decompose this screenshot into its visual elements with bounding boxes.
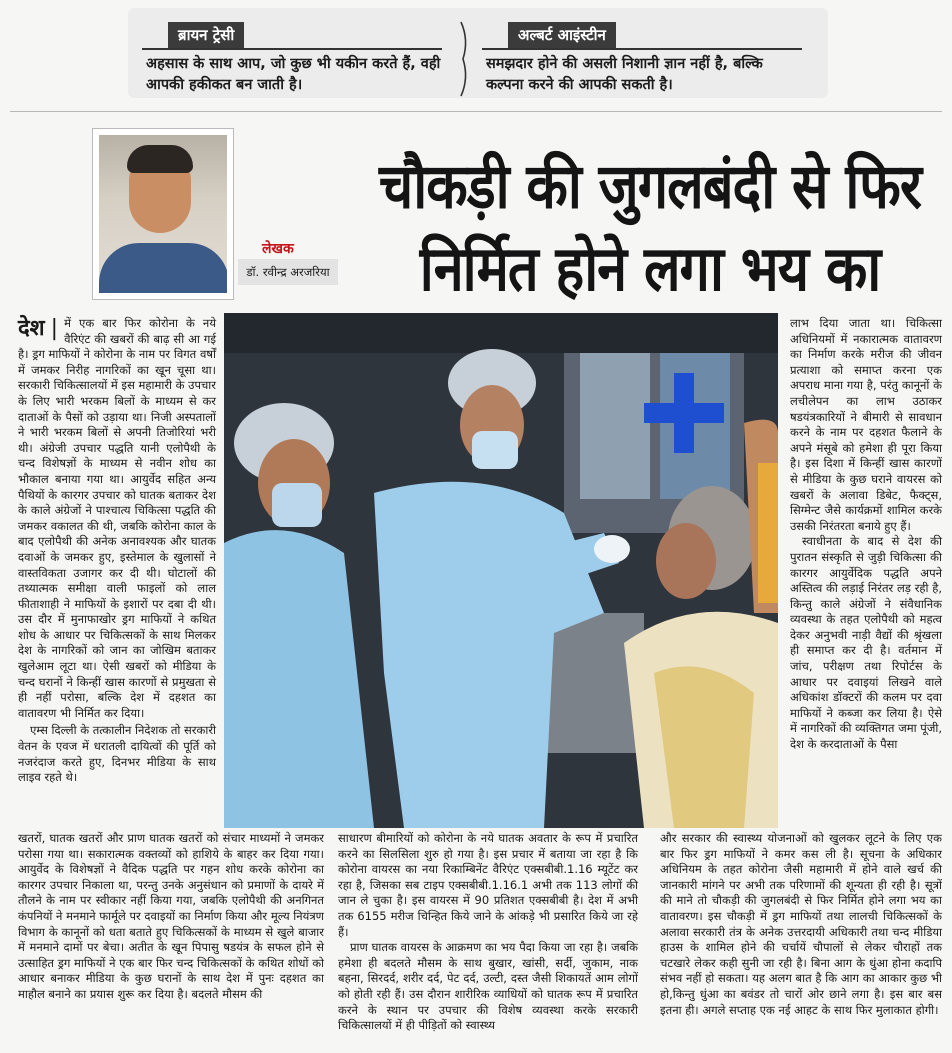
quote-author: ब्रायन ट्रेसी bbox=[168, 22, 244, 48]
quote-rule bbox=[482, 48, 802, 50]
column-bottom-middle bbox=[338, 831, 638, 1034]
byline-name: डॉ. रवीन्द्र अरजरिया bbox=[238, 259, 338, 285]
dateline: देश bbox=[18, 316, 45, 341]
quote-text: अहसास के साथ आप, जो कुछ भी यकीन करते हैं, वही आपकी हकीकत बन जाती है। bbox=[146, 56, 441, 93]
column-bottom-left bbox=[18, 831, 324, 1003]
dateline-bar: | bbox=[50, 316, 59, 341]
headline-line-2: निर्मित होने लगा भय का bbox=[419, 232, 881, 306]
quote-left bbox=[142, 22, 442, 96]
section-divider bbox=[10, 111, 942, 112]
article-paragraph: स्वाधीनता के बाद से देश की पुरातन संस्कृति से जुड़ी चिकित्सा की कारगर आयुर्वेदिक पद्धति अपने अस्तित्व की लड़ाई निरंतर लड़ रही है, किन्तु काले अंग्रेजों ने संवैधानिक व्यवस्था के तहत एलोपैथी को महत्व देकर अनुभवी नाड़ी वैद्यों की श्रृंखला ही समाप्त कर दी है। वर्तमान में जांच, परीक्षण तथा रिपोर्टस के आधार पर दवाइयां लिखने वाले अधिकांश डॉक्टरों की कलम पर दवा माफियों ने कब्जा कर लिया है। ऐसे में नागरिकों की व्यक्तिगत जमा पूंजी, देश के करदाताओं के पैसा bbox=[790, 534, 942, 752]
article-photo bbox=[224, 313, 778, 828]
quote-text: समझदार होने की असली निशानी ज्ञान नहीं है, बल्कि कल्पना करने की आपकी सकती है। bbox=[486, 56, 763, 93]
article-paragraph: में एक बार फिर कोरोना के नये वैरिएंट की खबरों की बाढ़ सी आ गई है। ड्रग माफियों ने कोरोना के नाम पर विगत वर्षों में जमकर निरीह नागरिकों का खून चूसा था। सरकारी चिकित्सालयों में इस महामारी के उपचार के लिए भारी भरकम बिलों के माध्यम से कर दाताओं के पैसों को उड़ाया था। निजी अस्पतालों ने भारी भरकम बिलों से अपनी तिजोरियां भरी थी। अंग्रेजी उपचार पद्धति यानी एलोपैथी के चन्द विशेषज्ञों के माध्यम से नवीन शोध का भौकाल बनाया गया था। आयुर्वेद सहित अन्य पैथियों के कारगर उपचार को घातक बताकर देश के काले अंग्रेजों ने पाश्चात्य चिकित्सा पद्धति की जमकर वकालत की थी, जबकि कोरोना काल के बाद एलोपैथी की अनेक अनावश्यक और घातक दवाओं के जमकर हुए, इस्तेमाल के खुलासों ने वास्तविकता उजागर कर दी थी। घोटालों की तथ्यात्मक समीक्षा वाली फाइलों को लाल फीताशाही ने माफियों के इशारों पर दबा दी थी। उस दौर में मुनाफाखोर ड्रग माफियों ने कथित शोध के आधार पर चिकित्सकों के साथ मिलकर देश के नागरिकों को जान का जोखिम बताकर खुलेआम लूटा था। ऐसी खबरों को मीडिया के चन्द घरानों ने किन्हीं खास कारणों से प्रमुखता से ही नहीं परोसा, बल्कि देश में दहशत का वातावरण भी निर्मित कर दिया। bbox=[18, 316, 216, 720]
quote-author: अल्बर्ट आइंस्टीन bbox=[508, 22, 616, 48]
quote-separator bbox=[458, 20, 472, 98]
quote-rule bbox=[142, 48, 442, 50]
article-paragraph: प्राण घातक वायरस के आक्रमण का भय पैदा किया जा रहा है। जबकि हमेशा ही बदलते मौसम के साथ बुखार, खांसी, सर्दी, जुकाम, नाक बहना, सिरदर्द, शरीर दर्द, पेट दर्द, उल्टी, दस्त जैसी शिकायतें आम लोगों को होती रही हैं। उस दौरान शारीरिक व्याधियों को घातक रूप में प्रचारित करने के स्थान पर उपचार की विशेष व्यवस्था करके सरकारी चिकित्सालयों में ही पीड़ितों को स्वास्थ्य bbox=[338, 940, 638, 1033]
column-right bbox=[790, 316, 942, 753]
headline-line-1: चौकड़ी की जुगलबंदी से फिर bbox=[378, 149, 922, 223]
column-bottom-right bbox=[660, 831, 942, 1018]
article-paragraph: खतरों, घातक खतरों और प्राण घातक खतरों को संचार माध्यमों ने जमकर परोसा गया था। सकारात्मक वक्तव्यों को हाशिये के बाहर कर दिया गया। आयुर्वेद के विशेषज्ञों ने वैदिक पद्धति पर गहन शोध करके कोरोना का कारगर उपचार निकाला था, परन्तु उनके अनुसंधान को प्रमाणों के दायरे में तौलने के नाम पर स्वीकार नहीं किया गया, जबकि एलोपैथी की अनगिनत कंपनियों ने मनमाने फार्मूले पर दवाइयों का निर्माण किया और मूल्य नियंत्रण विभाग के कानूनों को धता बताते हुए चिकित्सकों के माध्यम से खुले बाजार में मनमाने दामों पर बेचा। अतीत के खून पिपासु षडयंत्र के सफल होने से उत्साहित ड्रग माफियों ने एक बार फिर चन्द चिकित्सकों के कथित शोधों को आधार बनाकर मीडिया के कुछ घरानों के साथ देश में पुनः दहशत का माहौल बनाने का प्रयास शुरू कर दिया है। बदलते मौसम की bbox=[18, 831, 324, 1001]
column-left bbox=[18, 316, 216, 786]
byline-label: लेखक bbox=[262, 241, 294, 257]
author-photo bbox=[92, 128, 234, 300]
quote-right bbox=[482, 22, 802, 96]
article-paragraph: साधारण बीमारियों को कोरोना के नये घातक अवतार के रूप में प्रचारित करने का सिलसिला शुरु हो गया है। इस प्रचार में बताया जा रहा है कि कोरोना वायरस का नया रिकाम्बिनेंट वैरिएंट एक्सबीबी.1.16 म्यूटेंट कर रहा है, जिसका सब टाइप एक्सबीबी.1.16.1 अभी तक 113 लोगों की जान ले चुका है। इस वायरस में 90 प्रतिशत एक्सबीबी है। देश में अभी तक 6155 मरीज चिन्हित किये जाने के आंकड़े भी प्रसारित किये जा रहे हैं। bbox=[338, 831, 638, 939]
article-paragraph: लाभ दिया जाता था। चिकित्सा अधिनियमों में नकारात्मक वातावरण का निर्माण करके मरीज की जीवन प्रत्याशा को समाप्त करना एक अपराध माना गया है, परंतु कानूनों के लचीलेपन का लाभ उठाकर षडयंत्रकारियों ने बीमारी से सावधान करने के नाम पर दहशत फैलाने के अपने मंसूबे को हमेशा ही पूरा किया है। इस दिशा में किन्हीं खास कारणों से मीडिया के कुछ घराने वायरस को खबरों के अलावा डिबेट, फैक्ट्स, सिग्मेन्ट जैसे कार्यक्रमों शामिल करके उसकी निरंतरता बनाये हुए हैं। bbox=[790, 316, 942, 533]
article-paragraph: एम्स दिल्ली के तत्कालीन निदेशक तो सरकारी वेतन के एवज में धरातली दायित्वों की पूर्ति को नजरंदाज करते हुए, दिनभर मीडिया के साथ लाइव रहते थे। bbox=[18, 723, 216, 785]
article-paragraph: और सरकार की स्वास्थ्य योजनाओं को खुलकर लूटने के लिए एक बार फिर ड्रग माफियों ने कमर कस ली है। सूचना के अधिकार अधिनियम के तहत कोरोना जैसी महामारी में होने वाले खर्च की जानकारी मांगने पर अभी तक परिणामों की शून्यता ही रही है। सूत्रों की माने तो चौकड़ी की जुगलबंदी से फिर निर्मित होने लगा भय का वातावरण। इस चौकड़ी में ड्रग माफियों तथा लालची चिकित्सकों के अलावा सरकारी तंत्र के अनेक उत्तरदायी अधिकारी तथा चन्द मीडिया हाउस के शामिल होने की चर्चायें चौपालों से लेकर चौराहों तक चटखारे लेकर कही सुनी जा रही है। बिना आग के धुंआ होना कदापि संभव नहीं हो सकता। यह अलग बात है कि आग का आकार कुछ भी हो,किन्तु धुंआ का बवंडर तो चारों ओर छाने लगा है। इस बार बस इतना ही। अगले सप्ताह एक नई आहट के साथ फिर मुलाकात होगी। bbox=[660, 831, 942, 1017]
